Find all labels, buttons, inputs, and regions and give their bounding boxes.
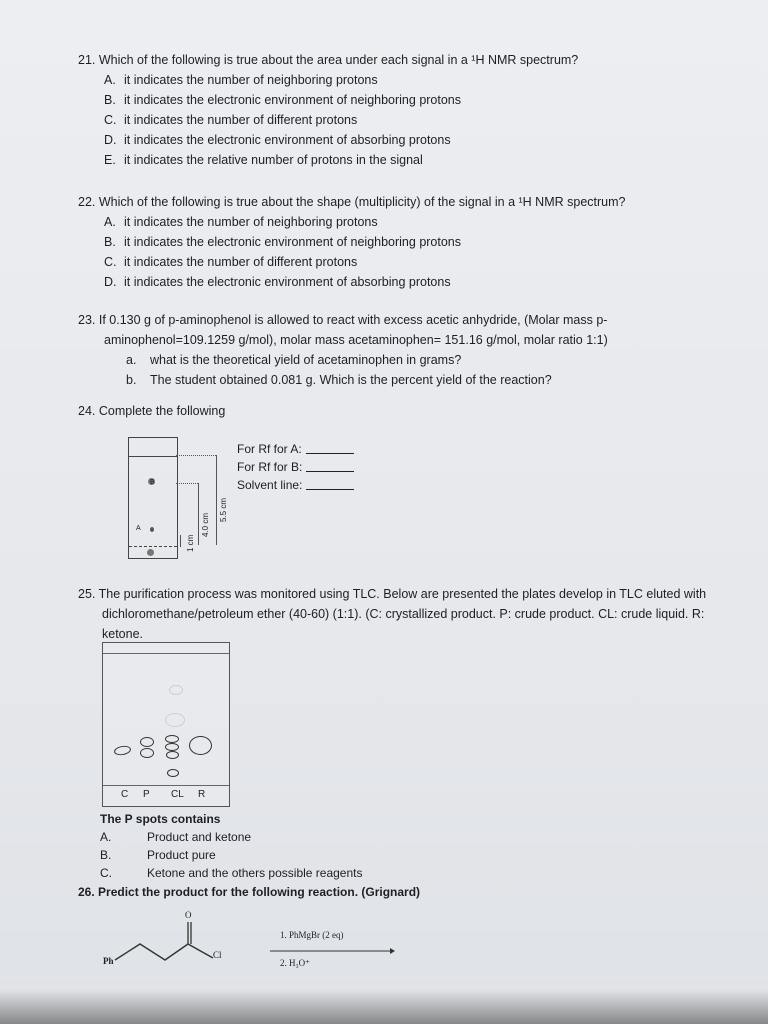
faint-spot-1: [169, 685, 183, 695]
question-25-option-c: C. Ketone and the others possible reagents: [100, 866, 363, 880]
lane-cl-spot-4: [167, 769, 179, 777]
dimension-line-40: [198, 483, 199, 545]
rf-answer-fields: [237, 440, 354, 494]
dimension-line-1: [180, 535, 181, 547]
question-23-stem-1: 23. If 0.130 g of p-aminophenol is allowed to react with excess acetic anhydride, (Molar mass p-: [78, 313, 608, 327]
question-21-option-b: B. it indicates the electronic environment of neighboring protons: [104, 93, 462, 107]
question-21: [78, 50, 578, 170]
lane-cl-spot-2: [165, 743, 179, 751]
rf-b-label: For Rf for B:: [237, 460, 303, 474]
dimension-label-1: 1 cm: [186, 534, 195, 552]
lane-p-spot-lower: [140, 748, 154, 758]
lane-cl-spot-1: [165, 735, 179, 743]
question-21-option-d: D. it indicates the electronic environment of absorbing protons: [104, 133, 451, 147]
lane-label-c: C: [121, 789, 129, 800]
question-21-option-e: E. it indicates the relative number of protons in the signal: [104, 153, 423, 167]
rf-b-blank[interactable]: [306, 458, 354, 472]
dimension-label-40: 4.0 cm: [201, 512, 210, 537]
question-25-stem-1: 25. The purification process was monitored using TLC. Below are presented the plates develop in TLC eluted with: [78, 587, 707, 601]
question-23-part-a: a. what is the theoretical yield of acetaminophen in grams?: [126, 353, 462, 367]
question-26-stem: 26. Predict the product for the following reaction. (Grignard): [78, 885, 421, 899]
question-23-stem-2: aminophenol=109.1259 g/mol), molar mass acetaminophen= 151.16 g/mol, molar ratio 1:1): [104, 333, 608, 347]
dimension-tick-b: [176, 483, 198, 484]
reactant-structure-icon: [95, 908, 415, 978]
lane-cl-spot-3: [166, 751, 179, 759]
reagent-step-1: 1. PhMgBr (2 eq): [280, 930, 344, 940]
solvent-line-label: Solvent line:: [237, 478, 303, 492]
lane-label-p: P: [143, 789, 150, 800]
dimension-tick-top: [176, 455, 216, 456]
question-25-option-a: A. Product and ketone: [100, 830, 252, 844]
rf-a-blank[interactable]: [306, 440, 354, 454]
question-23: [78, 310, 608, 390]
question-25-stem-2: dichloromethane/petroleum ether (40-60) (1:1). (C: crystallized product. P: crude product. CL: crude liquid. R:: [102, 607, 705, 621]
oxygen-label: O: [185, 910, 192, 920]
tlc-plate-24: [128, 437, 178, 559]
faint-spot-2: [165, 713, 185, 727]
dimension-label-55: 5.5 cm: [219, 497, 228, 522]
lane-label-cl: CL: [171, 789, 184, 800]
question-23-part-b: b. The student obtained 0.081 g. Which is the percent yield of the reaction?: [126, 373, 552, 387]
dimension-line-55: [216, 455, 217, 545]
question-22-stem: 22. Which of the following is true about the shape (multiplicity) of the signal in a ¹H NMR spectrum?: [78, 195, 626, 209]
question-22-option-b: B. it indicates the electronic environment of neighboring protons: [104, 235, 462, 249]
lane-p-spot-upper: [140, 737, 154, 747]
lane-label-r: R: [198, 789, 206, 800]
question-21-option-c: C. it indicates the number of different protons: [104, 113, 358, 127]
spot-b-label: B: [150, 479, 155, 486]
question-25-subq: The P spots contains: [100, 812, 221, 826]
solvent-front-line: [129, 456, 177, 457]
question-21-stem: 21. Which of the following is true about the area under each signal in a ¹H NMR spectrum?: [78, 53, 579, 67]
lane-r-spot: [189, 736, 212, 755]
question-24-stem: 24. Complete the following: [78, 404, 226, 418]
baseline: [103, 785, 229, 786]
question-22-option-d: D. it indicates the electronic environment of absorbing protons: [104, 275, 451, 289]
question-25-sub: [100, 810, 362, 882]
solvent-front: [103, 653, 229, 654]
tlc-plate-25: [102, 642, 230, 807]
question-22-option-a: A. it indicates the number of neighboring protons: [104, 215, 378, 229]
phenyl-label: Ph: [103, 956, 114, 966]
question-22: [78, 192, 625, 292]
question-25-option-b: B. Product pure: [100, 848, 216, 862]
grignard-reaction: [95, 908, 415, 978]
question-21-option-a: A. it indicates the number of neighboring protons: [104, 73, 378, 87]
reagent-step-2: 2. H₃O⁺: [280, 958, 310, 968]
question-25-stem-3: ketone.: [102, 627, 144, 641]
spot-a: [150, 527, 154, 532]
rf-a-label: For Rf for A:: [237, 442, 302, 456]
question-25: [78, 584, 706, 644]
spot-a-label: A: [136, 525, 141, 532]
question-22-option-c: C. it indicates the number of different protons: [104, 255, 358, 269]
spot-origin: [147, 549, 154, 556]
origin-line: [129, 546, 177, 547]
chloride-label: Cl: [213, 950, 222, 960]
solvent-line-blank[interactable]: [306, 476, 354, 490]
photo-shadow: [0, 990, 768, 1024]
lane-c-spot: [113, 745, 131, 757]
